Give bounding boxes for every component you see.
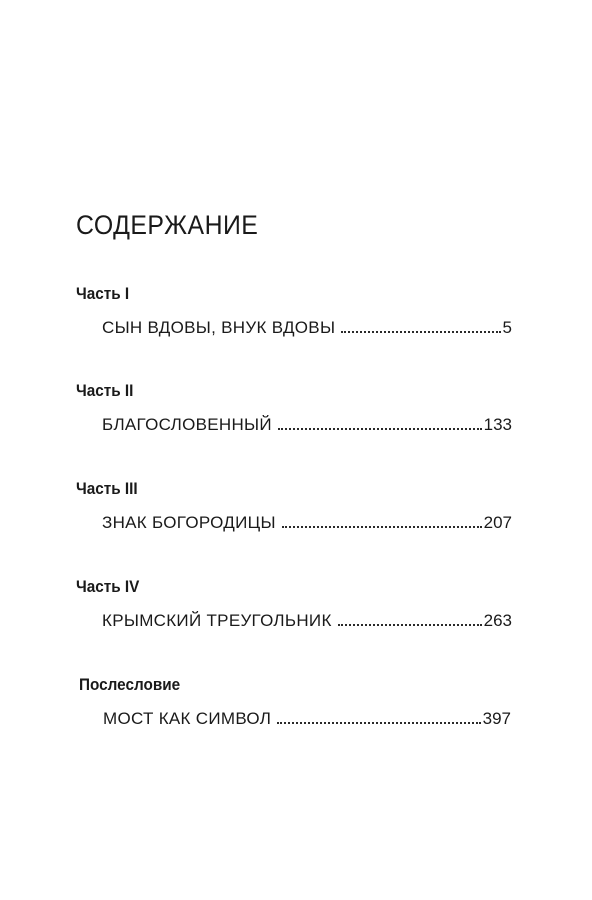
page-number: 207 [483, 513, 512, 532]
entry-title: СЫН ВДОВЫ, ВНУК ВДОВЫ [102, 318, 336, 337]
page-number: 397 [482, 709, 511, 728]
entry-title: БЛАГОСЛОВЕННЫЙ [102, 415, 272, 434]
toc-entry[interactable] [102, 319, 512, 336]
entry-title: КРЫМСКИЙ ТРЕУГОЛЬНИК [102, 611, 332, 630]
entry-title: МОСТ КАК СИМВОЛ [103, 709, 272, 728]
toc-section-part-3 [76, 480, 516, 531]
page-number: 5 [502, 318, 512, 337]
dot-leader [338, 623, 482, 626]
toc-section-part-4 [76, 578, 516, 629]
toc-entry[interactable] [103, 710, 511, 727]
section-heading: Часть IV [76, 577, 140, 596]
toc-title: СОДЕРЖАНИЕ [76, 210, 259, 240]
toc-entry[interactable] [102, 416, 512, 433]
toc-section-afterword [79, 676, 519, 727]
section-heading: Послесловие [79, 675, 181, 694]
dot-leader [341, 330, 500, 333]
dot-leader [278, 427, 482, 430]
section-heading: Часть II [76, 381, 134, 400]
entry-title: ЗНАК БОГОРОДИЦЫ [102, 513, 276, 532]
section-heading: Часть III [76, 479, 138, 498]
dot-leader [277, 721, 480, 724]
page-number: 263 [483, 611, 512, 630]
toc-section-part-2 [76, 382, 516, 433]
toc-section-part-1 [76, 285, 516, 336]
toc-entry[interactable] [102, 612, 512, 629]
section-heading: Часть I [76, 284, 130, 303]
dot-leader [282, 525, 482, 528]
toc-entry[interactable] [102, 514, 512, 531]
page-number: 133 [483, 415, 512, 434]
